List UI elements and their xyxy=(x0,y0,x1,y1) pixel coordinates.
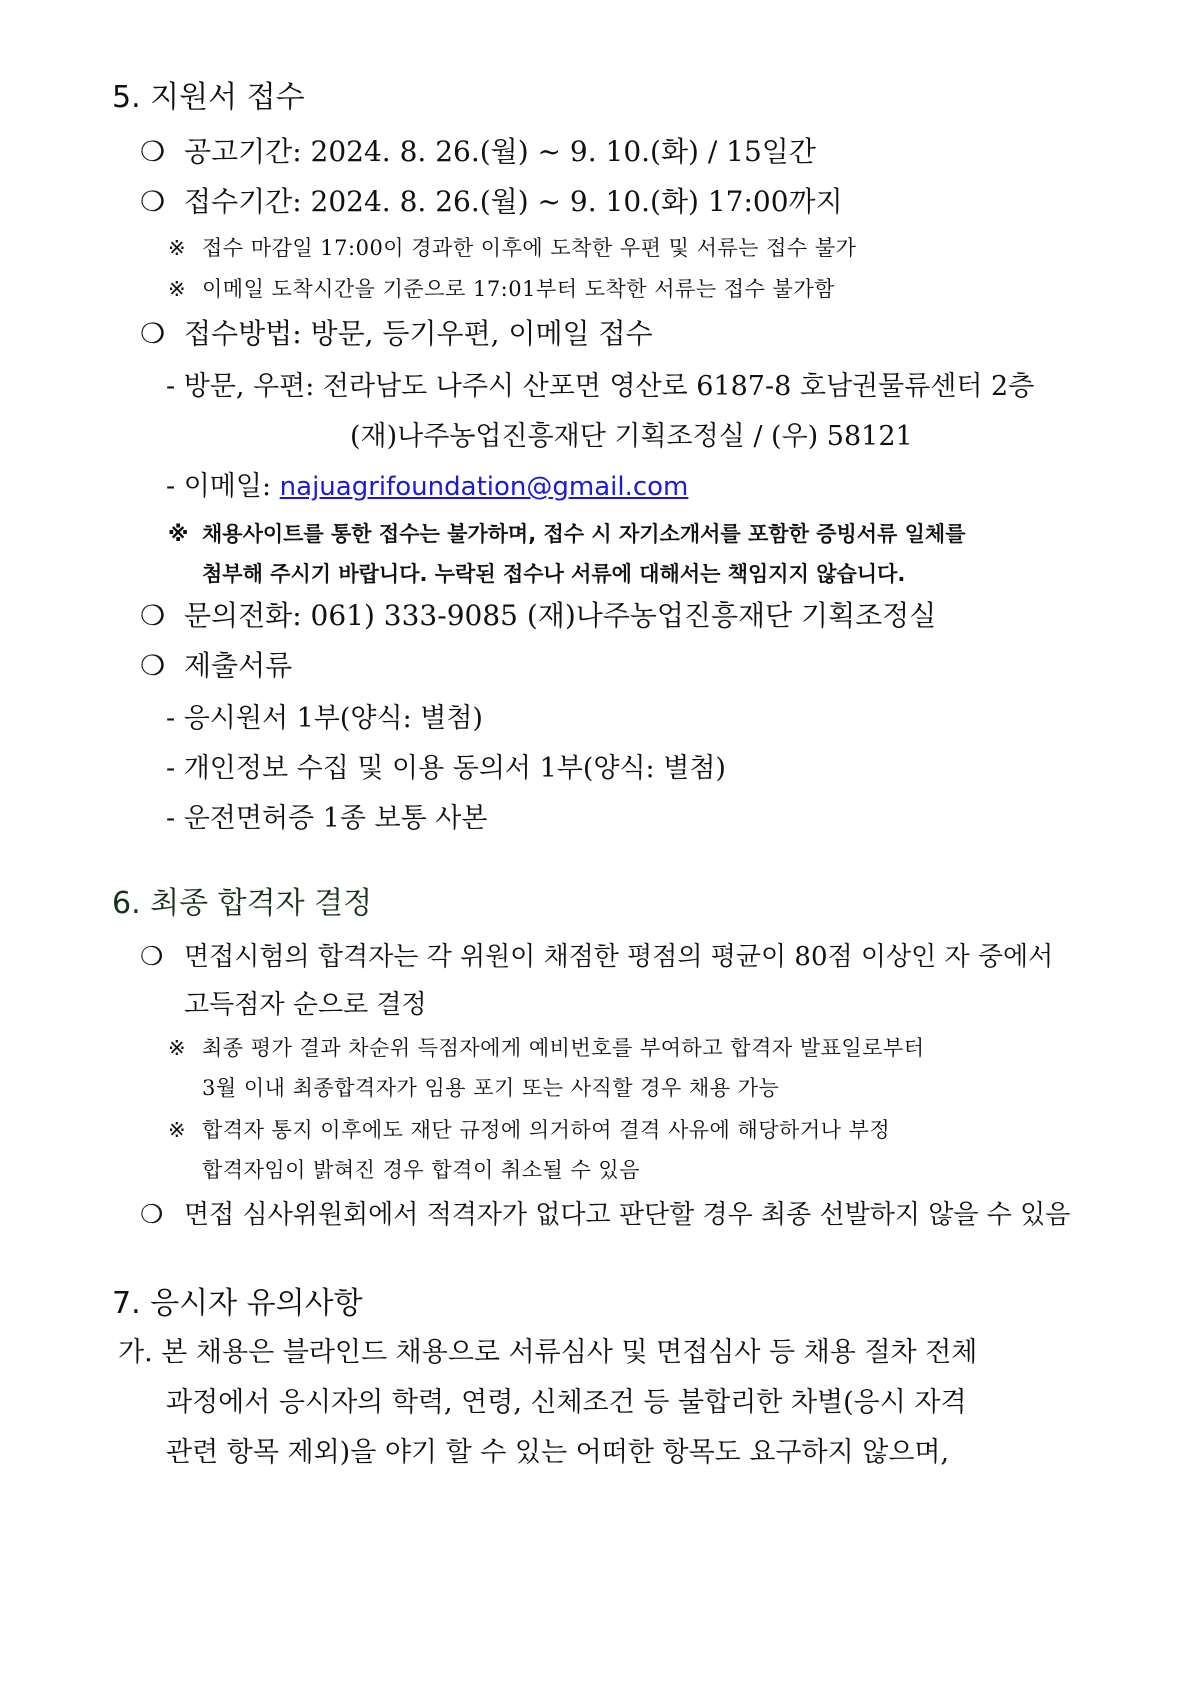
reference-mark-icon: ※ xyxy=(168,277,187,301)
doc-item: - 응시원서 1부(양식: 별첨) xyxy=(166,703,483,734)
notice-line-1 xyxy=(168,518,966,548)
email-label: - 이메일: xyxy=(166,471,272,502)
note-text: 접수 마감일 17:00이 경과한 이후에 도착한 우편 및 서류는 접수 불가 xyxy=(202,236,857,260)
visit-address-line1: - 방문, 우편: 전라남도 나주시 산포면 영산로 6187-8 호남권물류센터 2층 xyxy=(166,371,1035,402)
decision-note-2-cont: 합격자임이 밝혀진 경우 합격이 취소될 수 있음 xyxy=(202,1158,640,1182)
decision-note-1 xyxy=(168,1032,925,1062)
email-row xyxy=(166,464,688,503)
bullet-icon: ❍ xyxy=(140,317,166,350)
notice-text: 채용사이트를 통한 접수는 불가하며, 접수 시 자기소개서를 포함한 증빙서류 일체를 xyxy=(202,522,966,546)
reference-mark-icon: ※ xyxy=(168,1036,187,1060)
announce-text: 공고기간: 2024. 8. 26.(월) ~ 9. 10.(화) / 15일간 xyxy=(184,135,816,168)
receipt-note-1 xyxy=(168,232,856,262)
section6-title: 6. 최종 합격자 결정 xyxy=(112,886,373,921)
contact-phone xyxy=(140,594,936,634)
bullet-icon: ❍ xyxy=(140,135,166,168)
decision-item-1 xyxy=(140,936,1053,973)
phone-text: 문의전화: 061) 333-9085 (재)나주농업진흥재단 기획조정실 xyxy=(184,599,937,632)
reference-mark-icon: ※ xyxy=(168,1118,187,1142)
decision-note-1-cont: 3월 이내 최종합격자가 임용 포기 또는 사직할 경우 채용 가능 xyxy=(202,1076,780,1100)
receipt-method xyxy=(140,312,653,352)
reference-mark-icon: ※ xyxy=(168,236,187,260)
notice-line-2: 첨부해 주시기 바랍니다. 누락된 접수나 서류에 대해서는 책임지지 않습니다. xyxy=(202,562,906,586)
decision-text: 면접시험의 합격자는 각 위원이 채점한 평점의 평균이 80점 이상인 자 중에서 xyxy=(184,942,1054,972)
receipt-period xyxy=(140,180,843,220)
receipt-note-2 xyxy=(168,273,835,303)
note-text: 이메일 도착시간을 기준으로 17:01부터 도착한 서류는 접수 불가함 xyxy=(202,277,835,301)
bullet-icon: ❍ xyxy=(140,1200,164,1230)
announce-period xyxy=(140,130,816,170)
decision-item-2 xyxy=(140,1194,1070,1231)
doc-item: - 개인정보 수집 및 이용 동의서 1부(양식: 별첨) xyxy=(166,753,726,784)
caution-para-line3: 관련 항목 제외)을 야기 할 수 있는 어떠한 항목도 요구하지 않으며, xyxy=(166,1437,950,1468)
email-link[interactable]: najuagrifoundation@gmail.com xyxy=(279,472,689,502)
bullet-icon: ❍ xyxy=(140,599,166,632)
note-text: 최종 평가 결과 차순위 득점자에게 예비번호를 부여하고 합격자 발표일로부터 xyxy=(202,1036,925,1060)
bullet-icon: ❍ xyxy=(140,649,166,682)
caution-para-line1: 가. 본 채용은 블라인드 채용으로 서류심사 및 면접심사 등 채용 절차 전체 xyxy=(118,1337,978,1368)
docs-title: 제출서류 xyxy=(184,649,293,682)
receipt-text: 접수기간: 2024. 8. 26.(월) ~ 9. 10.(화) 17:00까지 xyxy=(184,185,843,218)
decision-note-2 xyxy=(168,1114,890,1144)
decision-text: 면접 심사위원회에서 적격자가 없다고 판단할 경우 최종 선발하지 않을 수 있음 xyxy=(184,1200,1071,1230)
method-text: 접수방법: 방문, 등기우편, 이메일 접수 xyxy=(184,317,653,350)
doc-item: - 운전면허증 1종 보통 사본 xyxy=(166,803,488,834)
section7-title: 7. 응시자 유의사항 xyxy=(112,1286,363,1321)
reference-mark-icon: ※ xyxy=(168,522,189,546)
note-text: 합격자 통지 이후에도 재단 규정에 의거하여 결격 사유에 해당하거나 부정 xyxy=(202,1118,891,1142)
decision-item-1-cont: 고득점자 순으로 결정 xyxy=(184,990,427,1020)
caution-para-line2: 과정에서 응시자의 학력, 연령, 신체조건 등 불합리한 차별(응시 자격 xyxy=(166,1387,967,1418)
docs-heading xyxy=(140,644,292,684)
bullet-icon: ❍ xyxy=(140,942,164,972)
section5-title: 5. 지원서 접수 xyxy=(112,80,305,115)
visit-address-line2: (재)나주농업진흥재단 기획조정실 / (우) 58121 xyxy=(350,421,913,452)
bullet-icon: ❍ xyxy=(140,185,166,218)
